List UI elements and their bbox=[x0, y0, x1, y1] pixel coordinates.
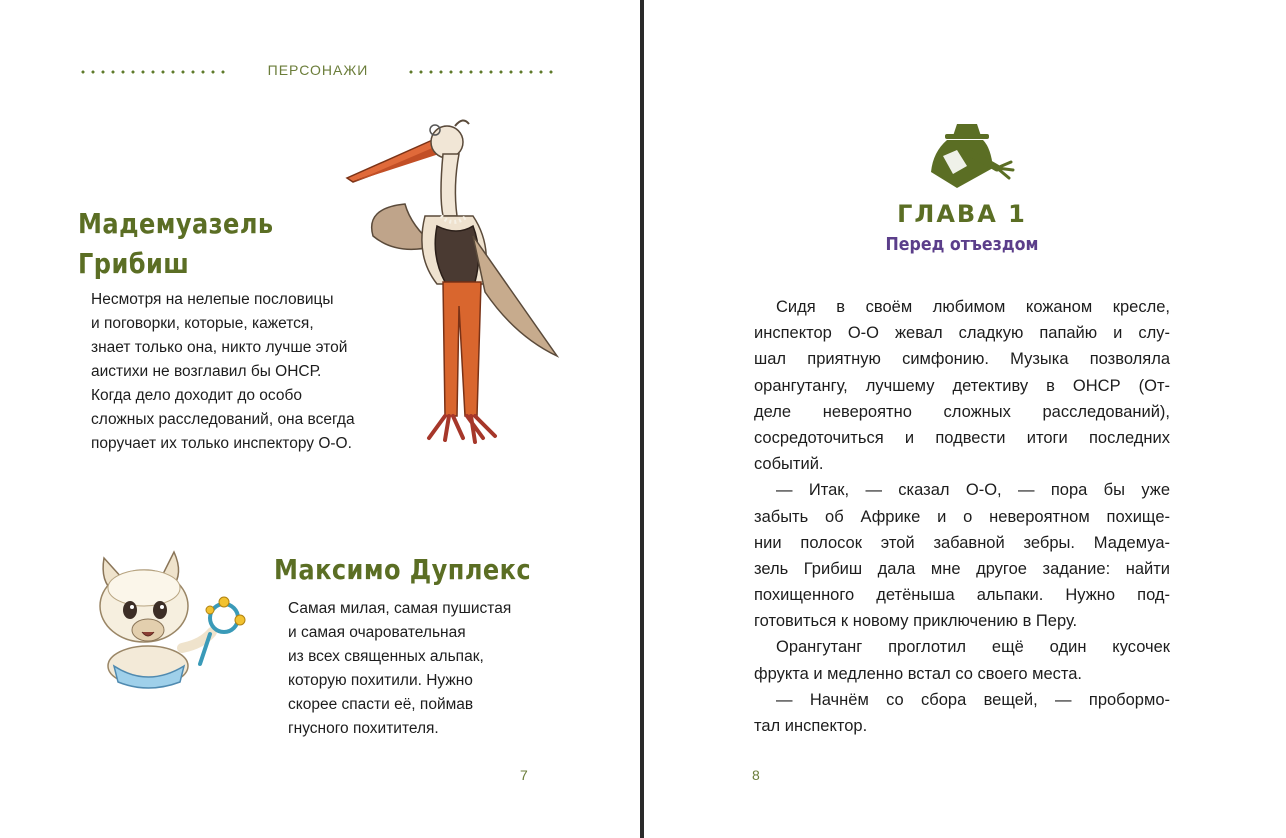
description-line: знает только она, никто лучше этой bbox=[91, 339, 348, 356]
body-line: готовиться к новому приключению в Перу. bbox=[754, 612, 1078, 631]
description-line: аистихи не возглавил бы ОНСР. bbox=[91, 363, 322, 380]
description-line: которую похитили. Нужно bbox=[288, 672, 473, 689]
description-line: Самая милая, самая пушистая bbox=[288, 600, 512, 617]
body-line: похищенного детёныша альпаки. Нужно под- bbox=[754, 586, 1170, 605]
body-line: Орангутанг проглотил ещё один кусочек bbox=[776, 638, 1170, 657]
character-name-line: Грибиш bbox=[78, 247, 190, 280]
character-description-gribish bbox=[91, 288, 355, 456]
description-line: сложных расследований, она всегда bbox=[91, 411, 355, 428]
chapter-subtitle: Перед отъездом bbox=[885, 234, 1039, 255]
body-line: Сидя в своём любимом кожаном кресле, bbox=[776, 298, 1170, 316]
description-line: гнусного похитителя. bbox=[288, 720, 439, 737]
description-line: поручает их только инспектору О-О. bbox=[91, 435, 352, 452]
body-line: зель Грибиш дала мне другое задание: найти bbox=[754, 559, 1170, 578]
stork-illustration bbox=[345, 116, 560, 446]
running-header-label: ПЕРСОНАЖИ bbox=[267, 62, 369, 78]
description-line: скорее спасти её, поймав bbox=[288, 696, 474, 713]
character-name-maximo: Максимо Дуплекс bbox=[274, 553, 532, 586]
dotted-rule-left bbox=[78, 70, 230, 74]
body-line: — Начнём со сбора вещей, — пробормо- bbox=[776, 690, 1170, 709]
page-number-right: 8 bbox=[752, 767, 760, 783]
body-line: — Итак, — сказал О-О, — пора бы уже bbox=[776, 481, 1170, 500]
body-line: шал приятную симфонию. Музыка позволяла bbox=[754, 350, 1170, 369]
body-line: забыть об Африке и о невероятном похище- bbox=[754, 507, 1170, 526]
body-line: событий. bbox=[754, 455, 824, 474]
body-line: инспектор О-О жевал сладкую папайю и слу- bbox=[754, 324, 1170, 343]
description-line: и самая очаровательная bbox=[288, 624, 466, 641]
character-description-maximo bbox=[288, 597, 511, 741]
description-line: и поговорки, которые, кажется, bbox=[91, 315, 314, 332]
detective-orangutan-silhouette-icon bbox=[927, 122, 1021, 192]
body-line: тал инспектор. bbox=[754, 717, 868, 735]
alpaca-illustration bbox=[92, 548, 252, 690]
character-name-gribish bbox=[78, 204, 274, 284]
chapter-title: ГЛАВА 1 bbox=[897, 200, 1027, 228]
body-line: орангутангу, лучшему детективу в ОНСР (От- bbox=[754, 376, 1170, 395]
chapter-body-text bbox=[754, 294, 1170, 739]
running-header bbox=[78, 62, 558, 82]
description-line: Несмотря на нелепые пословицы bbox=[91, 291, 334, 308]
character-name-line: Мадемуазель bbox=[78, 207, 274, 240]
dotted-rule-right bbox=[406, 70, 556, 74]
body-line: сосредоточиться и подвести итоги последних bbox=[754, 428, 1170, 447]
body-line: фрукта и медленно встал со своего места. bbox=[754, 664, 1083, 683]
body-line: нии полосок этой забавной зебры. Мадемуа- bbox=[754, 533, 1170, 552]
description-line: Когда дело доходит до особо bbox=[91, 387, 302, 404]
description-line: из всех священных альпак, bbox=[288, 648, 484, 665]
body-line: деле невероятно сложных расследований), bbox=[754, 402, 1170, 421]
page-number-left: 7 bbox=[520, 767, 528, 783]
